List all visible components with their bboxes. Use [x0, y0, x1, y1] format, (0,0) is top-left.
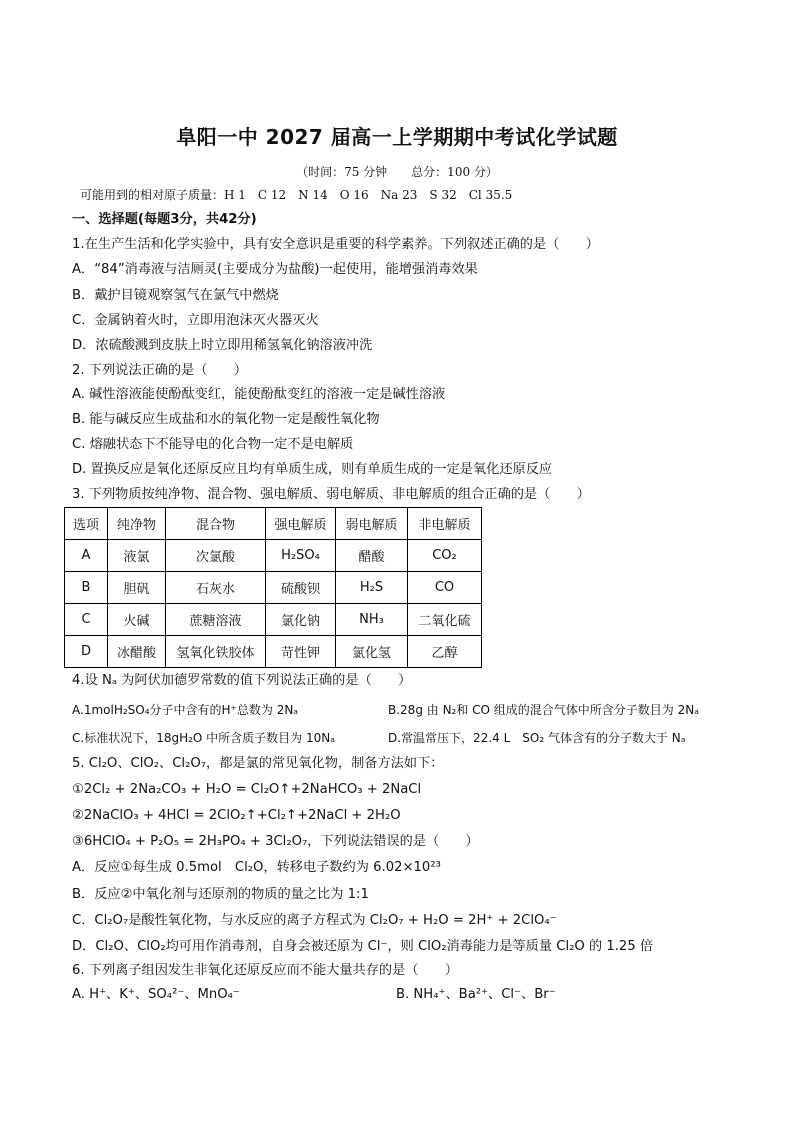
atomic-mass-line: 可能用到的相对原子质量：H 1 C 12 N 14 O 16 Na 23 S 32 Cl 35.5 [80, 188, 513, 202]
table-cell: A [65, 540, 108, 572]
table-row [65, 604, 482, 636]
q3-table [64, 507, 482, 668]
table-cell: D [65, 636, 108, 668]
table-cell: 胆矾 [108, 572, 166, 604]
table-cell: 冰醋酸 [108, 636, 166, 668]
q1-option-d: D．浓硫酸溅到皮肤上时立即用稀氢氧化钠溶液冲洗 [72, 338, 373, 353]
table-row [65, 540, 482, 572]
table-cell: 氯化钠 [266, 604, 336, 636]
q2-stem: 2. 下列说法正确的是（ ） [72, 363, 248, 378]
q6-option-a: A. H⁺、K⁺、SO₄²⁻、MnO₄⁻ [72, 987, 240, 1002]
q5-option-d: D．Cl₂O、ClO₂均可用作消毒剂，自身会被还原为 Cl⁻，则 ClO₂消毒能力是等质量 Cl₂O 的 1.25 倍 [72, 939, 654, 954]
table-header-cell: 纯净物 [108, 508, 166, 540]
q5-reaction-3: ③6HClO₄ + P₂O₅ = 2H₃PO₄ + 3Cl₂O₇，下列说法错误的是（ ） [72, 834, 479, 849]
table-row [65, 636, 482, 668]
q1-option-b: B．戴护目镜观察氢气在氯气中燃烧 [72, 288, 279, 303]
table-cell: H₂SO₄ [266, 540, 336, 572]
table-cell: 氢氧化铁胶体 [166, 636, 266, 668]
table-cell: C [65, 604, 108, 636]
q2-option-b: B. 能与碱反应生成盐和水的氧化物一定是酸性氧化物 [72, 412, 380, 427]
q4-stem: 4.设 Nₐ 为阿伏加德罗常数的值下列说法正确的是（ ） [72, 673, 412, 688]
table-cell: 氯化氢 [336, 636, 408, 668]
q3-stem: 3. 下列物质按纯净物、混合物、强电解质、弱电解质、非电解质的组合正确的是（ ） [72, 487, 590, 502]
table-header-cell: 弱电解质 [336, 508, 408, 540]
q1-option-a: A．“84”消毒液与洁厕灵(主要成分为盐酸)一起使用，能增强消毒效果 [72, 262, 478, 277]
table-header-cell: 混合物 [166, 508, 266, 540]
q5-stem: 5. Cl₂O、ClO₂、Cl₂O₇，都是氯的常见氧化物，制备方法如下： [72, 756, 444, 771]
q2-option-d: D. 置换反应是氧化还原反应且均有单质生成，则有单质生成的一定是氧化还原反应 [72, 462, 553, 477]
table-cell: 石灰水 [166, 572, 266, 604]
q5-reaction-1: ①2Cl₂ + 2Na₂CO₃ + H₂O = Cl₂O↑+2NaHCO₃ + 2NaCl [72, 782, 422, 797]
q4-option-c: C.标准状况下，18gH₂O 中所含质子数目为 10Nₐ [72, 731, 335, 745]
table-cell: 乙醇 [408, 636, 482, 668]
q5-reaction-2: ②2NaClO₃ + 4HCl = 2ClO₂↑+Cl₂↑+2NaCl + 2H₂O [72, 808, 401, 823]
q4-option-a: A.1molH₂SO₄分子中含有的H⁺总数为 2Nₐ [72, 703, 299, 717]
q2-option-a: A. 碱性溶液能使酚酞变红，能使酚酞变红的溶液一定是碱性溶液 [72, 387, 446, 402]
table-header-cell: 强电解质 [266, 508, 336, 540]
time-score-line: （时间：75 分钟 总分：100 分） [296, 165, 498, 179]
table-cell: 液氯 [108, 540, 166, 572]
table-header-cell: 选项 [65, 508, 108, 540]
q1-stem: 1.在生产生活和化学实验中，具有安全意识是重要的科学素养。下列叙述正确的是（ ） [72, 237, 599, 252]
q5-option-c: C．Cl₂O₇是酸性氧化物，与水反应的离子方程式为 Cl₂O₇ + H₂O = 2H⁺ + 2ClO₄⁻ [72, 913, 557, 928]
table-cell: 硫酸钡 [266, 572, 336, 604]
table-cell: 蔗糖溶液 [166, 604, 266, 636]
table-cell: 火碱 [108, 604, 166, 636]
table-cell: 次氯酸 [166, 540, 266, 572]
q4-option-d: D.常温常压下，22.4 L SO₂ 气体含有的分子数大于 Nₐ [388, 731, 686, 745]
table-cell: CO₂ [408, 540, 482, 572]
table-cell: 二氧化硫 [408, 604, 482, 636]
section-heading: 一、选择题(每题3分，共42分) [72, 212, 257, 227]
table-cell: 苛性钾 [266, 636, 336, 668]
q4-option-b: B.28g 由 N₂和 CO 组成的混合气体中所含分子数目为 2Nₐ [388, 703, 699, 717]
q6-stem: 6. 下列离子组因发生非氧化还原反应而不能大量共存的是（ ） [72, 963, 459, 978]
table-header-cell: 非电解质 [408, 508, 482, 540]
q6-option-b: B. NH₄⁺、Ba²⁺、Cl⁻、Br⁻ [396, 987, 556, 1002]
q5-option-b: B．反应②中氧化剂与还原剂的物质的量之比为 1:1 [72, 887, 369, 902]
page-title: 阜阳一中 2027 届高一上学期期中考试化学试题 [176, 125, 618, 149]
q2-option-c: C. 熔融状态下不能导电的化合物一定不是电解质 [72, 437, 354, 452]
table-cell: 醋酸 [336, 540, 408, 572]
q1-option-c: C．金属钠着火时，立即用泡沫灭火器灭火 [72, 313, 319, 328]
table-header-row [65, 508, 482, 540]
q5-option-a: A．反应①每生成 0.5mol Cl₂O，转移电子数约为 6.02×10²³ [72, 860, 441, 875]
table-cell: H₂S [336, 572, 408, 604]
table-row [65, 572, 482, 604]
table-cell: CO [408, 572, 482, 604]
table-cell: B [65, 572, 108, 604]
table-cell: NH₃ [336, 604, 408, 636]
